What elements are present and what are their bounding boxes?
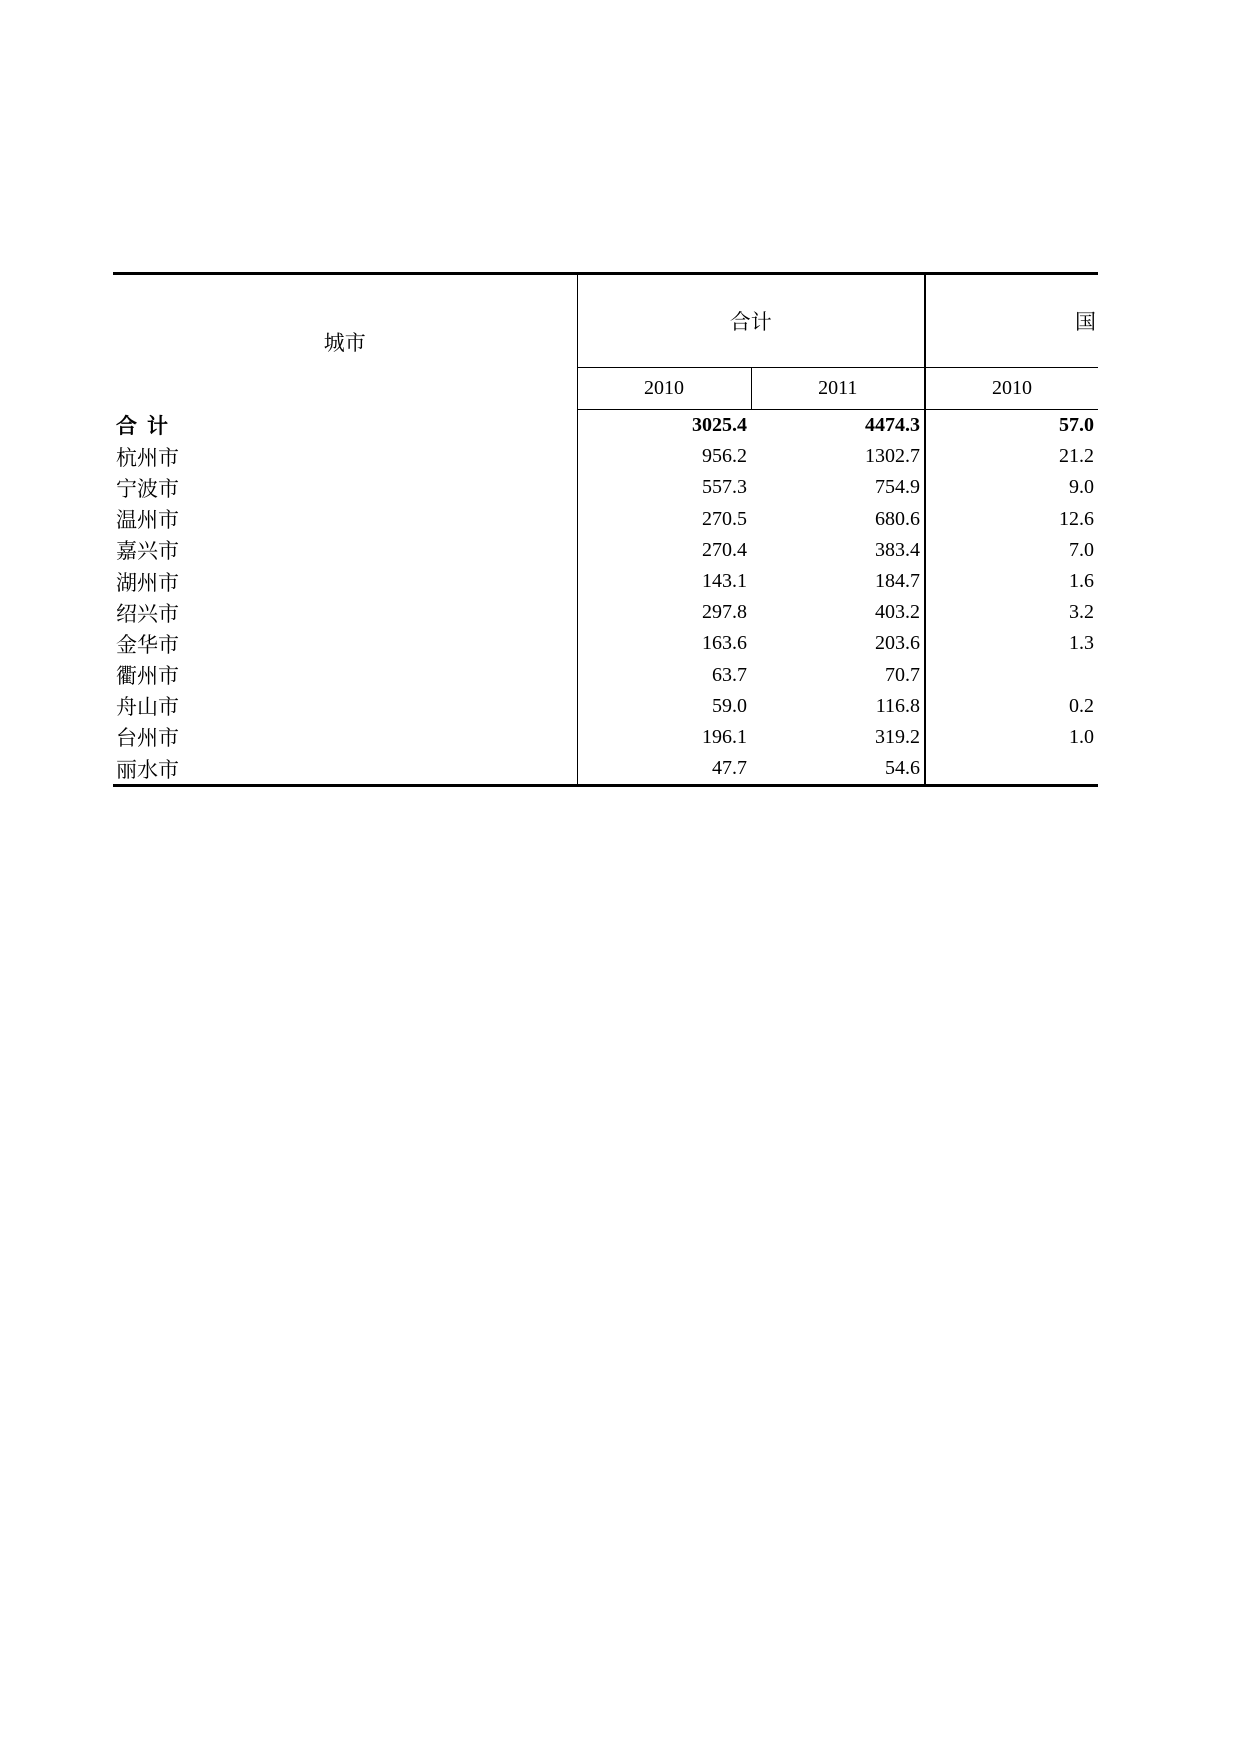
city-name-cell: 舟山市	[113, 691, 577, 722]
partial-2010-cell: 7.0	[1069, 538, 1094, 561]
table-row	[113, 504, 1098, 535]
value-2011-cell: 54.6	[751, 753, 925, 786]
year-header-2010: 2010	[577, 368, 751, 410]
value-2010-cell: 3025.4	[692, 414, 747, 437]
table-row	[113, 441, 1098, 472]
year-header-2010-partial: 2010	[925, 368, 1098, 410]
value-2011-cell: 70.7	[751, 660, 925, 691]
value-2010-cell: 297.8	[702, 601, 747, 624]
partial-2010-cell: 1.3	[1069, 632, 1094, 655]
city-name-cell: 绍兴市	[113, 597, 577, 628]
value-2010-cell: 47.7	[577, 753, 751, 786]
table-row	[113, 472, 1098, 503]
spreadsheet-page	[113, 272, 1098, 787]
partial-2010-cell: 1.0	[1069, 725, 1094, 748]
table-header	[113, 274, 1098, 410]
partial-2010-cell: 3.2	[1069, 601, 1094, 624]
city-column-header: 城市	[113, 274, 577, 410]
value-2011-cell: 203.6	[751, 628, 925, 659]
value-2010-cell: 557.3	[702, 476, 747, 499]
city-name-cell: 宁波市	[113, 472, 577, 503]
value-2011-cell: 403.2	[751, 597, 925, 628]
total-row	[113, 410, 1098, 442]
value-2011-cell: 116.8	[751, 691, 925, 722]
table-row	[113, 660, 1098, 691]
city-name-cell: 杭州市	[113, 441, 577, 472]
city-name-cell: 金华市	[113, 628, 577, 659]
city-name-cell: 湖州市	[113, 566, 577, 597]
value-2010-cell: 63.7	[712, 663, 747, 686]
value-2010-cell: 143.1	[702, 570, 747, 593]
group-header-partial: 国	[925, 274, 1098, 368]
table-row	[113, 597, 1098, 628]
city-name-cell: 衢州市	[113, 660, 577, 691]
partial-2010-cell	[925, 753, 1098, 786]
partial-2010-cell: 21.2	[1059, 445, 1094, 468]
partial-2010-cell: 1.6	[1069, 570, 1094, 593]
partial-2010-cell	[925, 660, 1098, 691]
partial-2010-cell: 0.2	[1069, 694, 1094, 717]
city-name-cell: 嘉兴市	[113, 535, 577, 566]
table-row	[113, 722, 1098, 753]
table-row	[113, 753, 1098, 786]
value-2011-cell: 184.7	[751, 566, 925, 597]
table-row	[113, 628, 1098, 659]
value-2010-cell: 196.1	[702, 725, 747, 748]
partial-2010-cell: 57.0	[1059, 414, 1094, 437]
value-2011-cell: 319.2	[751, 722, 925, 753]
year-header-2011: 2011	[751, 368, 925, 410]
value-2011-cell: 680.6	[751, 504, 925, 535]
value-2011-cell: 4474.3	[751, 410, 925, 442]
partial-2010-cell: 12.6	[1059, 507, 1094, 530]
table-body	[113, 410, 1098, 786]
value-2010-cell: 163.6	[702, 632, 747, 655]
value-2010-cell: 59.0	[712, 694, 747, 717]
partial-2010-cell: 9.0	[1069, 476, 1094, 499]
city-name-cell: 丽水市	[113, 753, 577, 786]
value-2011-cell: 754.9	[751, 472, 925, 503]
value-2010-cell: 270.4	[702, 538, 747, 561]
table-row	[113, 566, 1098, 597]
city-name-cell: 温州市	[113, 504, 577, 535]
city-data-table	[113, 272, 1098, 787]
value-2011-cell: 383.4	[751, 535, 925, 566]
table-row	[113, 691, 1098, 722]
city-name-cell: 台州市	[113, 722, 577, 753]
city-name-cell: 合计	[113, 410, 577, 442]
value-2010-cell: 956.2	[702, 445, 747, 468]
table-row	[113, 535, 1098, 566]
value-2011-cell: 1302.7	[751, 441, 925, 472]
group-header-total: 合计	[577, 274, 925, 368]
value-2010-cell: 270.5	[702, 507, 747, 530]
